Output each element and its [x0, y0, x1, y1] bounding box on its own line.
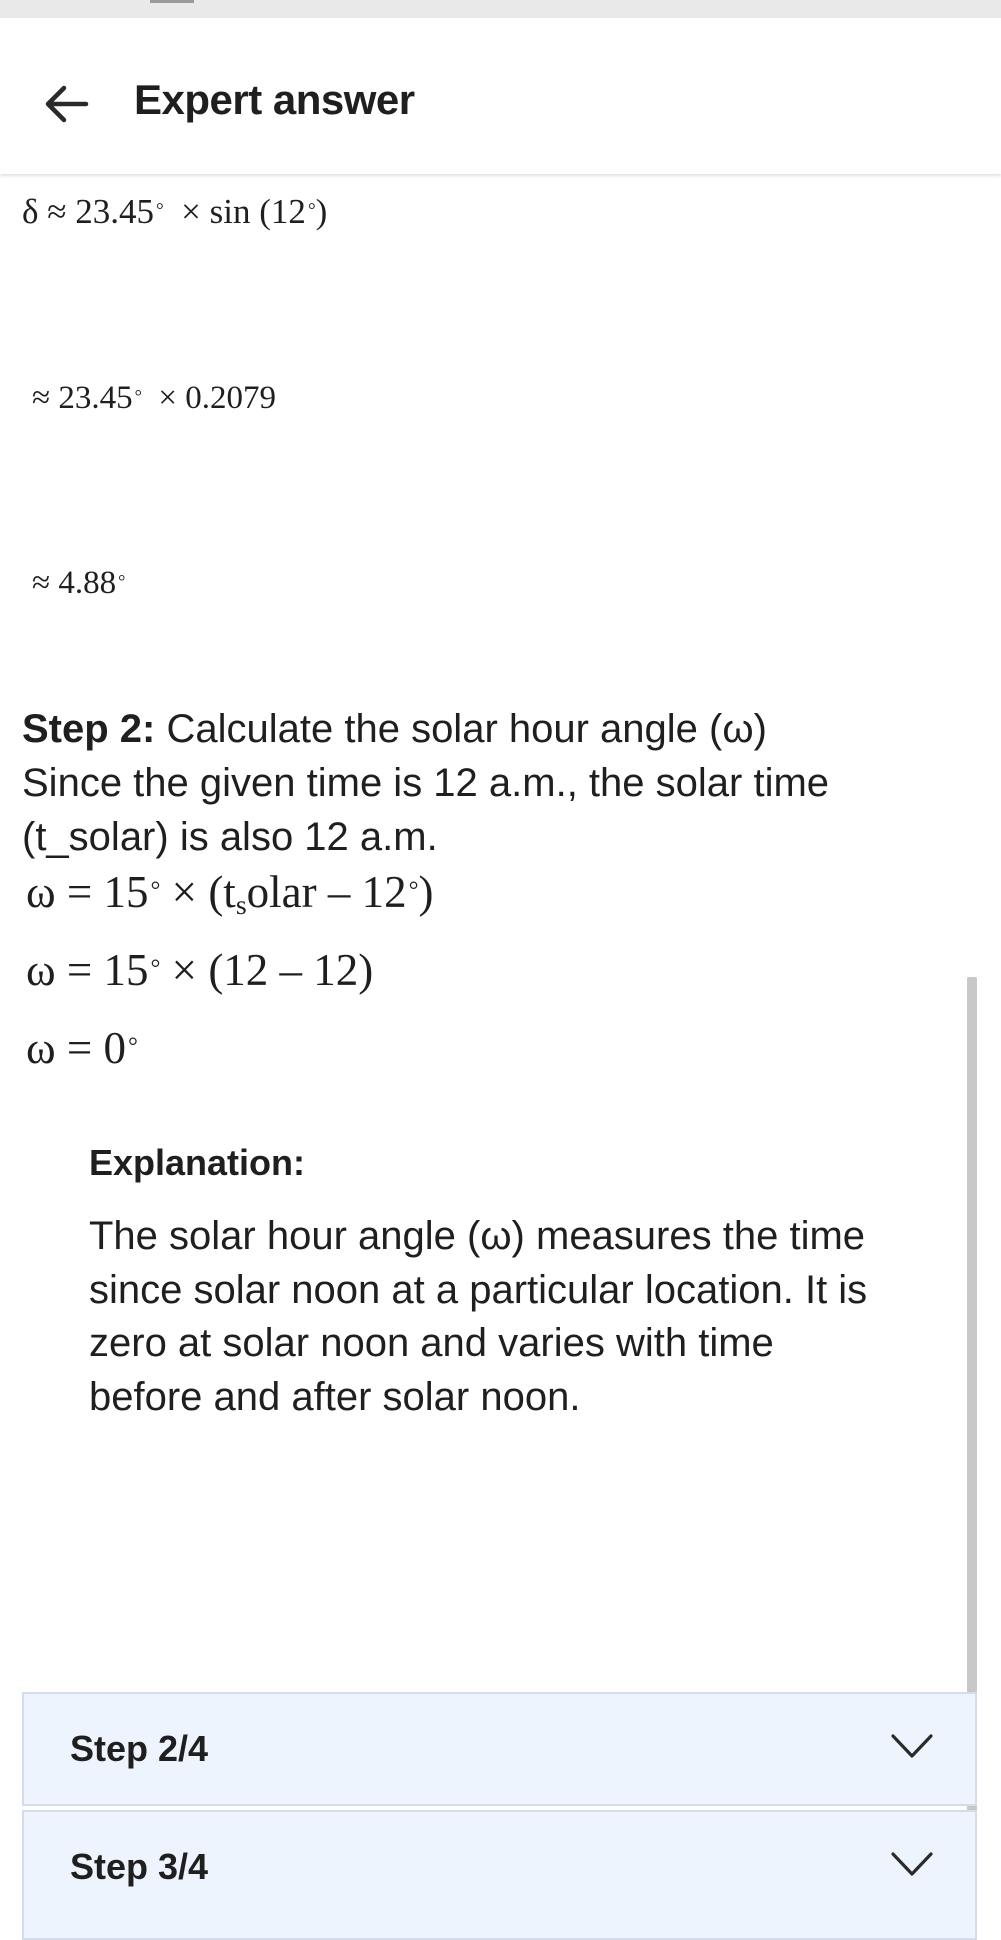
- chevron-down-icon: [890, 1850, 934, 1878]
- eq-symbol: ω: [26, 1023, 56, 1073]
- app-header: [0, 18, 1001, 174]
- arrow-left-icon: [42, 80, 90, 128]
- eq-operator: ×: [158, 380, 178, 416]
- eq-function: sin: [209, 192, 251, 231]
- status-indicator: [150, 0, 194, 3]
- eq-operator: ×: [171, 945, 198, 995]
- eq-argument: (12: [259, 192, 306, 231]
- eq-subscript: s: [235, 889, 247, 921]
- hour-angle-equation-3: [26, 1022, 138, 1074]
- eq-value: 15: [103, 867, 149, 917]
- degree-symbol: °: [408, 877, 419, 905]
- step-heading: Step 2:: [22, 707, 156, 751]
- eq-value: 15: [103, 945, 149, 995]
- eq-symbol: ω: [26, 945, 56, 995]
- eq-relation: =: [66, 1023, 93, 1073]
- explanation-title: Explanation:: [89, 1142, 306, 1183]
- declination-equation-2: [32, 380, 276, 417]
- eq-value: 0.2079: [185, 380, 277, 416]
- degree-symbol: °: [155, 200, 164, 222]
- eq-relation: =: [66, 867, 93, 917]
- declination-equation-3: [32, 565, 125, 602]
- eq-term: (t: [208, 867, 236, 917]
- step-label: Step 3/4: [70, 1846, 209, 1887]
- eq-value: 23.45: [75, 192, 154, 231]
- hour-angle-equation-2: [26, 944, 373, 996]
- eq-symbol: δ: [22, 192, 39, 231]
- eq-value: 4.88: [58, 565, 117, 601]
- eq-relation: ≈: [32, 380, 51, 416]
- hour-angle-equation-1: [26, 866, 434, 921]
- eq-paren: ): [315, 192, 328, 231]
- degree-symbol: °: [118, 570, 126, 591]
- eq-relation: =: [66, 945, 93, 995]
- step-label: Step 2/4: [70, 1728, 209, 1769]
- status-bar: [0, 0, 1001, 18]
- degree-symbol: °: [150, 877, 161, 905]
- step-title: Calculate the solar hour angle (ω): [155, 707, 767, 751]
- eq-value: 23.45: [58, 380, 133, 416]
- eq-operator: –: [327, 867, 351, 917]
- page-title: Expert answer: [134, 76, 415, 123]
- chevron-down-icon: [890, 1732, 934, 1760]
- eq-term: olar: [246, 867, 317, 917]
- step-text-line: Since the given time is 12 a.m., the solar time: [22, 761, 830, 805]
- eq-value: 0: [103, 1023, 127, 1073]
- step-2-text: [22, 702, 962, 864]
- degree-symbol: °: [150, 955, 161, 983]
- eq-relation: ≈: [47, 192, 67, 231]
- back-button[interactable]: [38, 76, 94, 132]
- eq-operator: ×: [171, 867, 198, 917]
- eq-operator: ×: [181, 192, 201, 231]
- eq-relation: ≈: [32, 565, 51, 601]
- step-3-of-4-accordion[interactable]: [22, 1810, 977, 1940]
- eq-symbol: ω: [26, 867, 56, 917]
- eq-value: 12: [361, 867, 407, 917]
- declination-equation-1: [22, 192, 327, 232]
- degree-symbol: °: [307, 200, 316, 222]
- step-2-of-4-accordion[interactable]: [22, 1692, 977, 1806]
- eq-term: (12 – 12): [208, 945, 374, 995]
- degree-symbol: °: [134, 385, 142, 406]
- step-text-line: (t_solar) is also 12 a.m.: [22, 815, 438, 859]
- explanation-text: The solar hour angle (ω) measures the time since solar noon at a particular location. It is zero at solar noon and varies with time before and after solar noon.: [89, 1214, 868, 1419]
- eq-paren: ): [418, 867, 434, 917]
- degree-symbol: °: [128, 1033, 138, 1061]
